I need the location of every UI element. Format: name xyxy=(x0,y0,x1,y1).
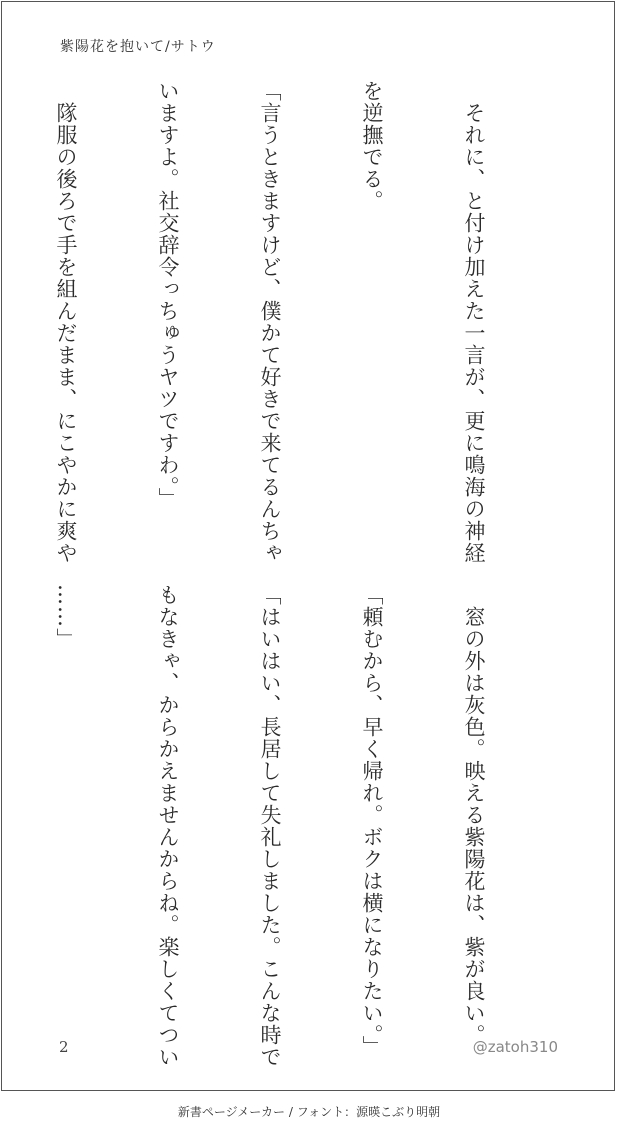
footer-credit: 新書ページメーカー / フォント：源暎こぶり明朝 xyxy=(177,1105,441,1119)
page-title: 紫陽花を抱いて/サトウ xyxy=(60,39,216,55)
author-handle: @zatoh310 xyxy=(472,1038,558,1056)
text-column: を逆撫でる。 xyxy=(360,80,384,212)
text-column: 「はいはい、長居して失礼しました。こんな時で xyxy=(258,584,282,1068)
text-column: 隊服の後ろで手を組んだまま、にこやかに爽や xyxy=(54,80,78,564)
page-number: 2 xyxy=(59,1038,69,1056)
text-column: いますよ。社交辞令っちゅうヤツですわ。」 xyxy=(156,80,180,510)
text-column: もなきゃ、からかえませんからね。楽しくてつい xyxy=(156,584,180,1068)
text-column: それに、と付け加えた一言が、更に鳴海の神経 xyxy=(462,80,486,564)
text-block-top xyxy=(0,80,559,564)
text-column: 「頼むから、早く帰れ。ボクは横になりたい。」 xyxy=(360,584,384,1058)
page-frame xyxy=(1,1,615,1091)
text-column: 窓の外は灰色。映える紫陽花は、紫が良い。 xyxy=(462,584,486,1046)
text-column: ……」 xyxy=(54,584,78,650)
text-column: 「言うときますけど、僕かて好きで来てるんちゃ xyxy=(258,80,282,564)
